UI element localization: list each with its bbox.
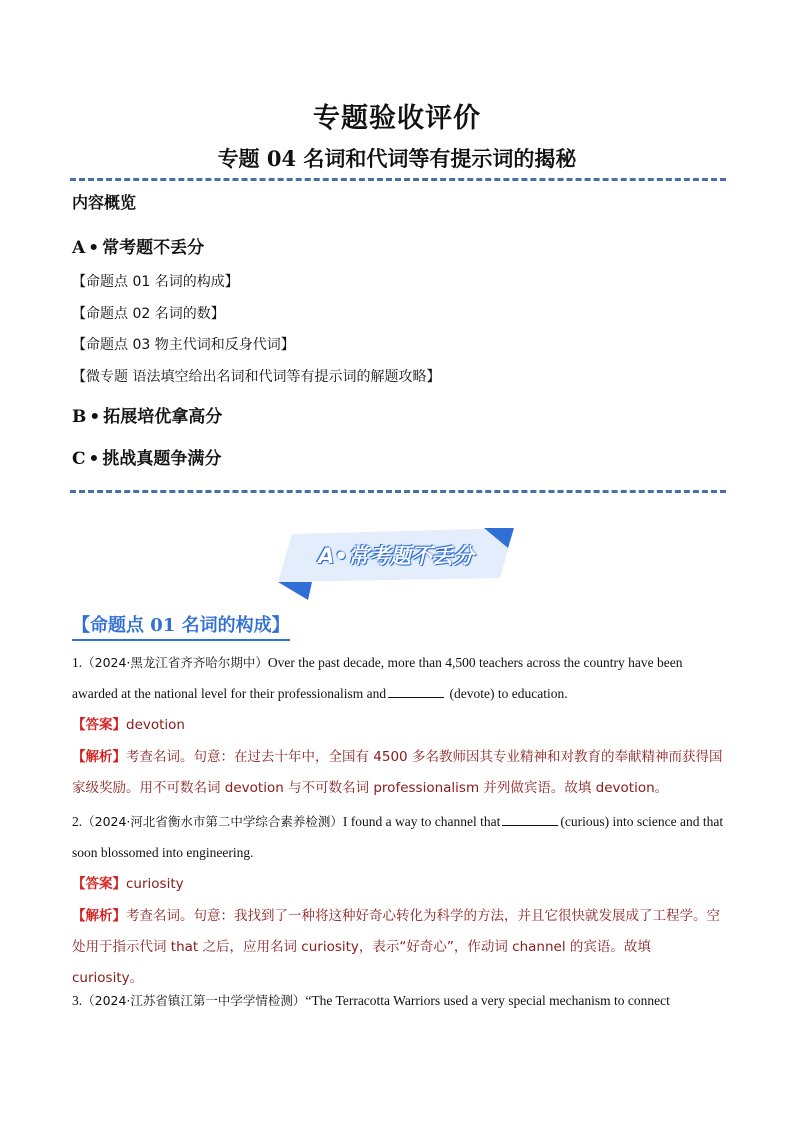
question-text: “The Terracotta Warriors used a very special mechanism to connect xyxy=(305,993,670,1008)
section-b-label: 拓展培优拿高分 xyxy=(103,407,223,427)
question-source: （2024·河北省衡水市第二中学综合素养检测） xyxy=(82,814,343,829)
answer-blank[interactable] xyxy=(502,813,558,826)
answer-1 xyxy=(72,710,724,741)
section-a-heading xyxy=(72,233,204,258)
overview-item-3: 【命题点 03 物主代词和反身代词】 xyxy=(72,337,295,353)
question-1 xyxy=(72,647,724,709)
question-number: 3. xyxy=(72,993,83,1008)
question-text: I found a way to channel that xyxy=(342,814,501,829)
section-c-heading xyxy=(72,444,221,469)
section-b-heading xyxy=(72,402,222,427)
analysis-1 xyxy=(72,742,724,804)
question-text: Over the past decade, more than 4,500 teachers across the country have been awarded at the national level for their professionalism and xyxy=(72,655,683,701)
question-2 xyxy=(72,806,724,868)
section-b-letter: B xyxy=(72,407,87,427)
section-c-label: 挑战真题争满分 xyxy=(102,449,222,469)
divider-top xyxy=(70,178,726,181)
answer-blank[interactable] xyxy=(388,685,444,698)
overview-item-2: 【命题点 02 名词的数】 xyxy=(72,306,225,322)
section-a-dot: • xyxy=(88,238,100,258)
overview-item-4: 【微专题 语法填空给出名词和代词等有提示词的解题攻略】 xyxy=(72,369,441,385)
question-text-after: (devote) to education. xyxy=(446,686,568,701)
page-subtitle: 专题 04 名词和代词等有提示词的揭秘 xyxy=(217,146,577,171)
question-number: 1. xyxy=(72,655,83,670)
answer-text: devotion xyxy=(126,717,185,733)
question-number: 2. xyxy=(72,814,83,829)
analysis-text: 考查名词。句意：在过去十年中，全国有 4500 多名教师因其专业精神和对教育的奉献精神而获得国家级奖励。用不可数名词 devotion 与不可数名词 professionalism 并列做宾语。故填 devotion。 xyxy=(72,749,723,796)
section-b-dot: • xyxy=(89,407,101,427)
question-source: （2024·黑龙江省齐齐哈尔期中） xyxy=(82,655,268,670)
page-title: 专题验收评价 xyxy=(313,103,481,134)
analysis-text: 考查名词。句意：我找到了一种将这种好奇心转化为科学的方法，并且它很快就发展成了工程学。空处用于指示代词 that 之后，应用名词 curiosity，表示“好奇心”，作动词 channel 的宾语。故填 curiosity。 xyxy=(72,908,720,986)
divider-bottom xyxy=(70,490,726,493)
overview-item-1: 【命题点 01 名词的构成】 xyxy=(72,274,239,290)
answer-tag: 【答案】 xyxy=(72,717,126,733)
overview-heading: 内容概览 xyxy=(72,193,137,212)
answer-tag: 【答案】 xyxy=(72,876,126,892)
command-point-heading: 【命题点 01 名词的构成】 xyxy=(72,611,290,641)
section-banner-text: A•常考题不丢分 xyxy=(318,544,474,568)
answer-2 xyxy=(72,869,724,900)
answer-text: curiosity xyxy=(126,876,184,892)
analysis-tag: 【解析】 xyxy=(72,749,126,765)
analysis-tag: 【解析】 xyxy=(72,908,126,924)
section-c-dot: • xyxy=(88,449,100,469)
question-3 xyxy=(72,985,724,1016)
section-a-label: 常考题不丢分 xyxy=(102,238,205,258)
question-source: （2024·江苏省镇江第一中学学情检测） xyxy=(82,993,306,1008)
section-a-letter: A xyxy=(72,238,86,258)
analysis-2 xyxy=(72,901,724,994)
question-text-after: (curious) into science and that soon blossomed into engineering. xyxy=(72,814,724,860)
section-c-letter: C xyxy=(72,449,86,469)
